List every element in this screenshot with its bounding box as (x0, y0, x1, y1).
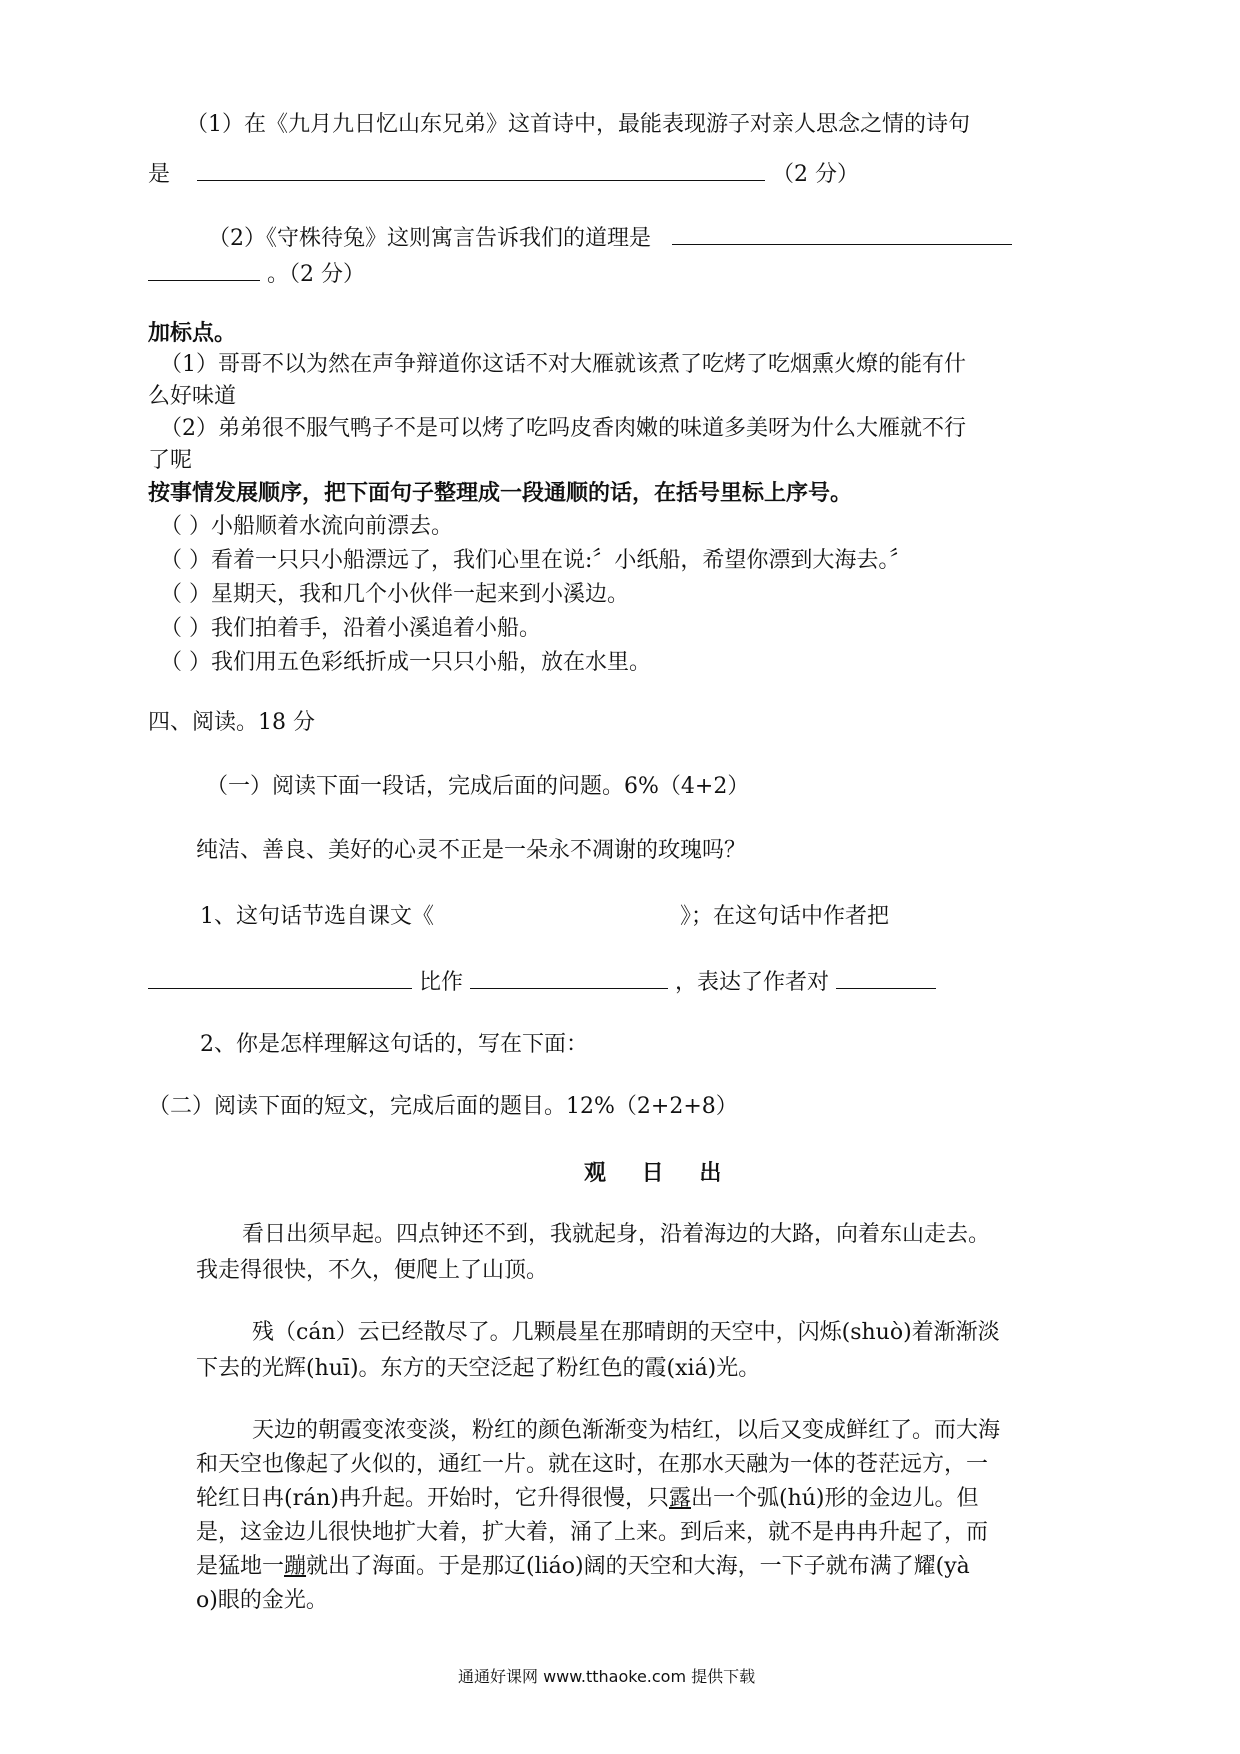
passage-p1b: 我走得很快，不久，便爬上了山顶。 (196, 1258, 549, 1283)
poem-question-line1: （1）在《九月九日忆山东兄弟》这首诗中，最能表现游子对亲人思念之情的诗句 (186, 112, 970, 137)
ordering-heading: 按事情发展顺序，把下面句子整理成一段通顺的话，在括号里标上序号。 (148, 480, 853, 506)
fable-prompt: （2）《守株待兔》这则寓言告诉我们的道理是 (208, 226, 651, 251)
punctuation-sentence-1a: （1）哥哥不以为然在声争辩道你这话不对大雁就该煮了吃烤了吃烟熏火燎的能有什 (160, 352, 966, 377)
passage-title: 观 日 出 (584, 1160, 736, 1186)
passage-p3c-part1: 轮红日冉(rán)冉升起。开始时，它升得很慢，只 (196, 1486, 669, 1511)
underlined-char-lu: 露 (668, 1486, 691, 1511)
punctuation-sentence-2a: （2）弟弟很不服气鸭子不是可以烤了吃吗皮香肉嫩的味道多美呀为什么大雁就不行 (160, 416, 966, 441)
passage-p3d: 是，这金边儿很快地扩大着，扩大着，涌了上来。到后来，就不是冉冉升起了，而 (196, 1520, 989, 1545)
q1-mid: 》；在这句话中作者把 (680, 904, 890, 929)
passage-p2a: 残（cán）云已经散尽了。几颗晨星在那晴朗的天空中，闪烁(shuò)着渐渐淡 (252, 1320, 1000, 1345)
ordering-item[interactable]: （ ）星期天，我和几个小伙伴一起来到小溪边。 (160, 582, 629, 607)
passage-p3e-part1: 是猛地一 (196, 1554, 285, 1579)
passage-p3e-part2: 就出了海面。于是那辽(liáo)阔的天空和大海，一下子就布满了耀(yà (306, 1554, 970, 1579)
passage-p2b: 下去的光辉(huī)。东方的天空泛起了粉红色的霞(xiá)光。 (196, 1356, 761, 1381)
poem-prefix: 是 (148, 162, 171, 187)
reading-part1-heading: （一）阅读下面一段话，完成后面的问题。6%（4+2） (206, 774, 750, 799)
fable-score: 。（2 分） (267, 262, 365, 287)
reading-q2: 2、你是怎样理解这句话的，写在下面： (200, 1032, 588, 1057)
reading-q1-line2 (148, 966, 936, 998)
passage-p3a: 天边的朝霞变浓变淡，粉红的颜色渐渐变为桔红，以后又变成鲜红了。而大海 (252, 1418, 1001, 1443)
fable-answer-blank-1[interactable] (672, 222, 1012, 245)
q1-express: ，表达了作者对 (675, 970, 830, 995)
q1-blank-object[interactable] (470, 966, 668, 989)
fable-question-line2 (148, 258, 365, 290)
poem-answer-blank[interactable] (197, 158, 765, 181)
reading-part2-heading: （二）阅读下面的短文，完成后面的题目。12%（2+2+8） (148, 1094, 738, 1119)
punctuation-sentence-1b: 么好味道 (148, 384, 237, 409)
ordering-item[interactable]: （ ）看着一只只小船漂远了，我们心里在说:〞小纸船，希望你漂到大海去。〞 (160, 548, 912, 573)
passage-p3c-part2: 出一个弧(hú)形的金边儿。但 (691, 1486, 979, 1511)
page-footer: 通通好课网 www.tthaoke.com 提供下载 (458, 1667, 756, 1686)
reading-heading: 四、阅读。18 分 (148, 710, 315, 735)
poem-score: （2 分） (772, 162, 860, 187)
q1-blank-feeling[interactable] (836, 966, 936, 989)
reading-quote: 纯洁、善良、美好的心灵不正是一朵永不凋谢的玫瑰吗？ (196, 838, 747, 863)
fable-answer-blank-2[interactable] (148, 258, 260, 281)
passage-p3c (196, 1484, 979, 1514)
passage-p3f: o)眼的金光。 (196, 1588, 328, 1613)
passage-p3b: 和天空也像起了火似的，通红一片。就在这时，在那水天融为一体的苍茫远方，一 (196, 1452, 989, 1477)
passage-p3e (196, 1552, 970, 1582)
q1-prefix: 1、这句话节选自课文《 (200, 904, 434, 929)
reading-q1-line1 (200, 902, 889, 932)
punctuation-sentence-2b: 了呢 (148, 448, 193, 473)
poem-question-line2 (148, 158, 859, 190)
ordering-item[interactable]: （ ）我们用五色彩纸折成一只只小船，放在水里。 (160, 650, 651, 675)
underlined-char-beng: 蹦 (284, 1554, 307, 1579)
q1-blank-subject[interactable] (148, 966, 412, 989)
punctuation-heading: 加标点。 (148, 320, 237, 346)
ordering-item[interactable]: （ ）小船顺着水流向前漂去。 (160, 514, 453, 539)
fable-question-line1 (208, 222, 1012, 254)
q1-compare: 比作 (419, 970, 464, 995)
ordering-item[interactable]: （ ）我们拍着手，沿着小溪追着小船。 (160, 616, 541, 641)
passage-p1a: 看日出须早起。四点钟还不到，我就起身，沿着海边的大路，向着东山走去。 (242, 1222, 991, 1247)
